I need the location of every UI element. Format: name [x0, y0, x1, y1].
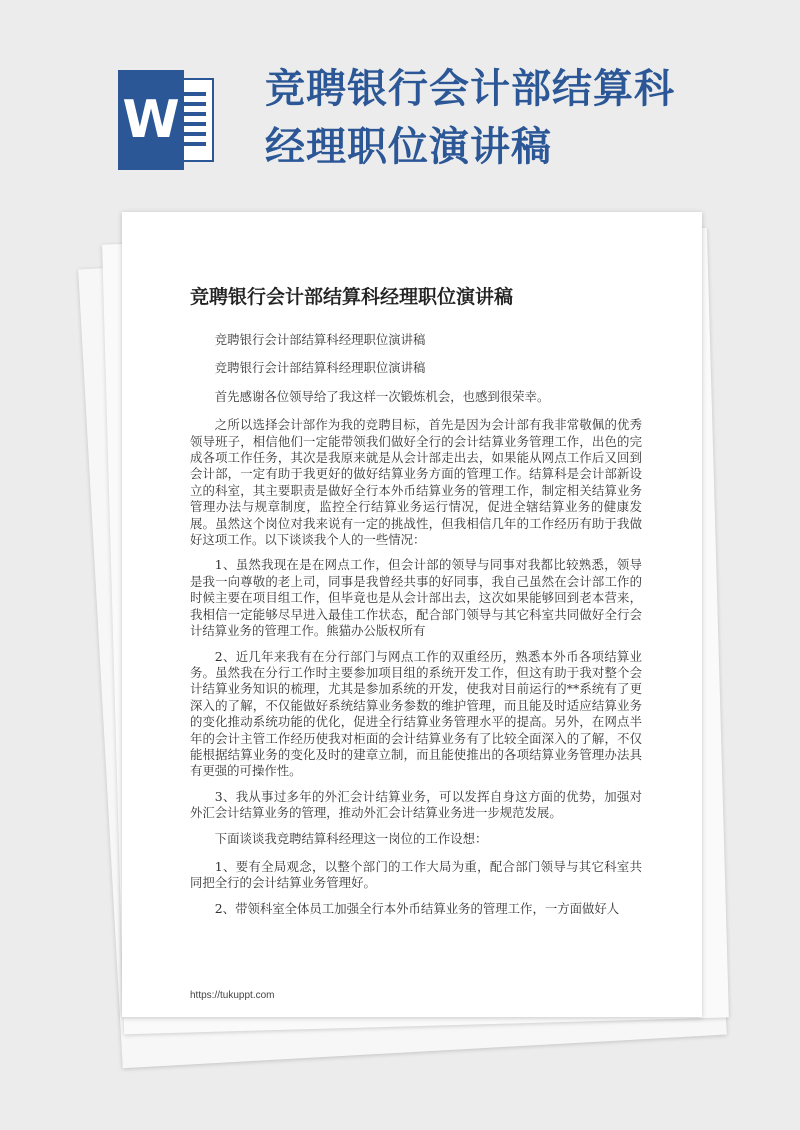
document-page [122, 212, 702, 1017]
body-paragraph: 1、虽然我现在是在网点工作，但会计部的领导与同事对我都比较熟悉，领导是我一向尊敬的老上司，同事是我曾经共事的好同事，我自己虽然在会计部工作的时候主要在项目组工作，但毕竟也是从会计部出去，这次如果能够回到老本营来，我相信一定能够尽早进入最佳工作状态，配合部门领导与其它科室共同做好全行会计结算业务的管理工作。熊猫办公版权所有 [190, 557, 642, 639]
body-paragraph: 竞聘银行会计部结算科经理职位演讲稿 [214, 360, 426, 376]
body-paragraph: 2、带领科室全体员工加强全行本外币结算业务的管理工作，一方面做好人 [214, 900, 620, 916]
body-paragraph: 1、要有全局观念，以整个部门的工作大局为重，配合部门领导与其它科室共同把全行的会计结算业务管理好。 [190, 858, 642, 891]
word-letter-badge: W [118, 70, 184, 170]
word-app-icon [118, 70, 218, 170]
body-paragraph: 2、近几年来我有在分行部门与网点工作的双重经历，熟悉本外币各项结算业务。虽然我在分行工作时主要参加项目组的系统开发工作，但这有助于我对整个会计结算业务知识的梳理，尤其是参加系统的开发，使我对目前运行的**系统有了更深入的了解，不仅能做好系统结算业务参数的维护管理，而且能及时适应结算业务的变化推动系统功能的优化，促进全行结算业务管理水平的提高。另外，在网点半年的会计主管工作经历使我对柜面的会计结算业务有了比较全面深入的了解，不仅能根据结算业务的变化及时的建章立制，而且能使推出的各项结算业务管理办法具有更强的可操作性。 [190, 648, 642, 779]
footer-url: https://tukuppt.com [190, 990, 275, 1001]
page-title: 竞聘银行会计部结算科经理职位演讲稿 [265, 66, 675, 170]
body-paragraph: 竞聘银行会计部结算科经理职位演讲稿 [214, 332, 426, 347]
body-paragraph: 3、我从事过多年的外汇会计结算业务，可以发挥自身这方面的优势，加强对外汇会计结算业务的管理，推动外汇会计结算业务进一步规范发展。 [190, 788, 642, 821]
body-paragraph: 之所以选择会计部作为我的竞聘目标，首先是因为会计部有我非常敬佩的优秀领导班子，相信他们一定能带领我们做好全行的会计结算业务管理工作，出色的完成各项工作任务，其次是我原来就是从会计部走出去，如果能从网点工作后又回到会计部，一定有助于我更好的做好结算业务方面的管理工作。结算科是会计部新设立的科室，其主要职责是做好全行本外币结算业务的管理工作，制定相关结算业务管理办法与规章制度，监控全行结算业务运行情况，促进全辖结算业务的健康发展。虽然这个岗位对我来说有一定的挑战性，但我相信几年的工作经历有助于我做好这项工作。以下谈谈我个人的一些情况： [190, 417, 642, 548]
document-body [190, 332, 642, 926]
body-paragraph: 首先感谢各位领导给了我这样一次锻炼机会，也感到很荣幸。 [214, 388, 550, 404]
body-paragraph: 下面谈谈我竞聘结算科经理这一岗位的工作设想： [214, 830, 488, 846]
document-title: 竞聘银行会计部结算科经理职位演讲稿 [190, 286, 514, 308]
